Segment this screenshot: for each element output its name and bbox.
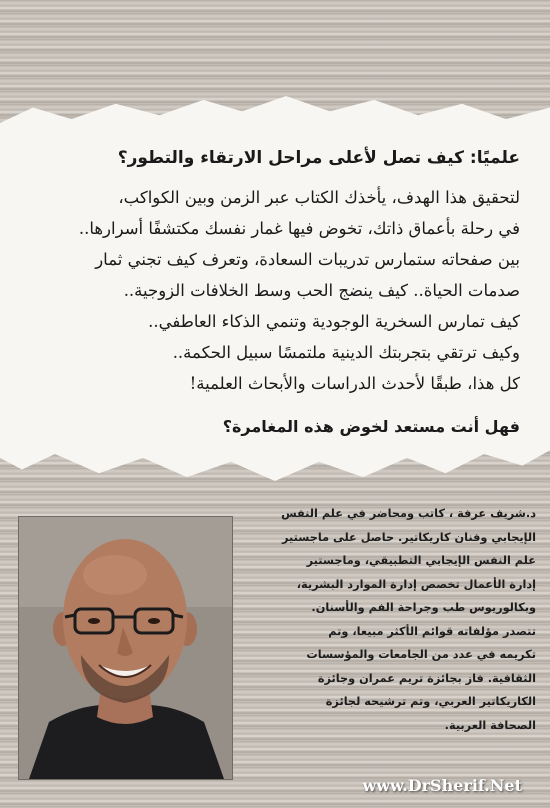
blurb-line: صدمات الحياة.. كيف ينضج الحب وسط الخلافات الزوجية.. bbox=[123, 281, 520, 300]
bio-line: علم النفس الإيجابي التطبيقي، وماجستير bbox=[306, 554, 536, 567]
bio-line: د.شريف عرفة ، كاتب ومحاضر في علم النفس bbox=[281, 507, 536, 520]
bio-line: الثقافية. فاز بجائزة تريم عمران وجائزة bbox=[317, 671, 536, 685]
blurb-headline: علميًا: كيف تصل لأعلى مراحل الارتقاء والتطور؟ bbox=[117, 148, 520, 168]
bio-line: تتصدر مؤلفاته قوائم الأكثر مبيعا، وتم bbox=[328, 624, 536, 638]
blurb-line: وكيف ترتقي بتجربتك الدينية ملتمسًا سبيل الحكمة.. bbox=[172, 343, 520, 362]
blurb-line: كيف تمارس السخرية الوجودية وتنمي الذكاء العاطفي.. bbox=[148, 312, 520, 331]
bio-line: تكريمه في عدد من الجامعات والمؤسسات bbox=[306, 648, 536, 661]
bio-line: إدارة الأعمال تخصص إدارة الموارد البشرية، bbox=[296, 577, 536, 591]
author-portrait-illustration bbox=[19, 517, 232, 779]
author-website: www.DrSherif.Net bbox=[362, 776, 522, 795]
author-bio bbox=[238, 502, 536, 737]
blurb-line: بين صفحاته ستمارس تدريبات السعادة، وتعرف كيف تجني ثمار bbox=[95, 250, 520, 269]
blurb-line: لتحقيق هذا الهدف، يأخذك الكتاب عبر الزمن وبين الكواكب، bbox=[118, 188, 520, 207]
author-photo bbox=[18, 516, 233, 780]
blurb-line: كل هذا، طبقًا لأحدث الدراسات والأبحاث العلمية! bbox=[189, 374, 520, 393]
bio-line: الكاريكاتير العربي، وتم ترشيحه لجائزة bbox=[325, 695, 536, 708]
blurb-section bbox=[30, 148, 520, 436]
blurb-line: في رحلة بأعماق ذاتك، تخوض فيها غمار نفسك مكتشفًا أسرارها.. bbox=[78, 219, 520, 238]
bio-line: الصحافة العربية. bbox=[444, 718, 536, 732]
bio-line: وبكالوريوس طب وجراحة الفم والأسنان. bbox=[311, 601, 536, 614]
closing-question: فهل أنت مستعد لخوض هذه المغامرة؟ bbox=[222, 417, 520, 436]
bio-line: الإيجابي وفنان كاريكاتير. حاصل على ماجستير bbox=[281, 530, 536, 544]
